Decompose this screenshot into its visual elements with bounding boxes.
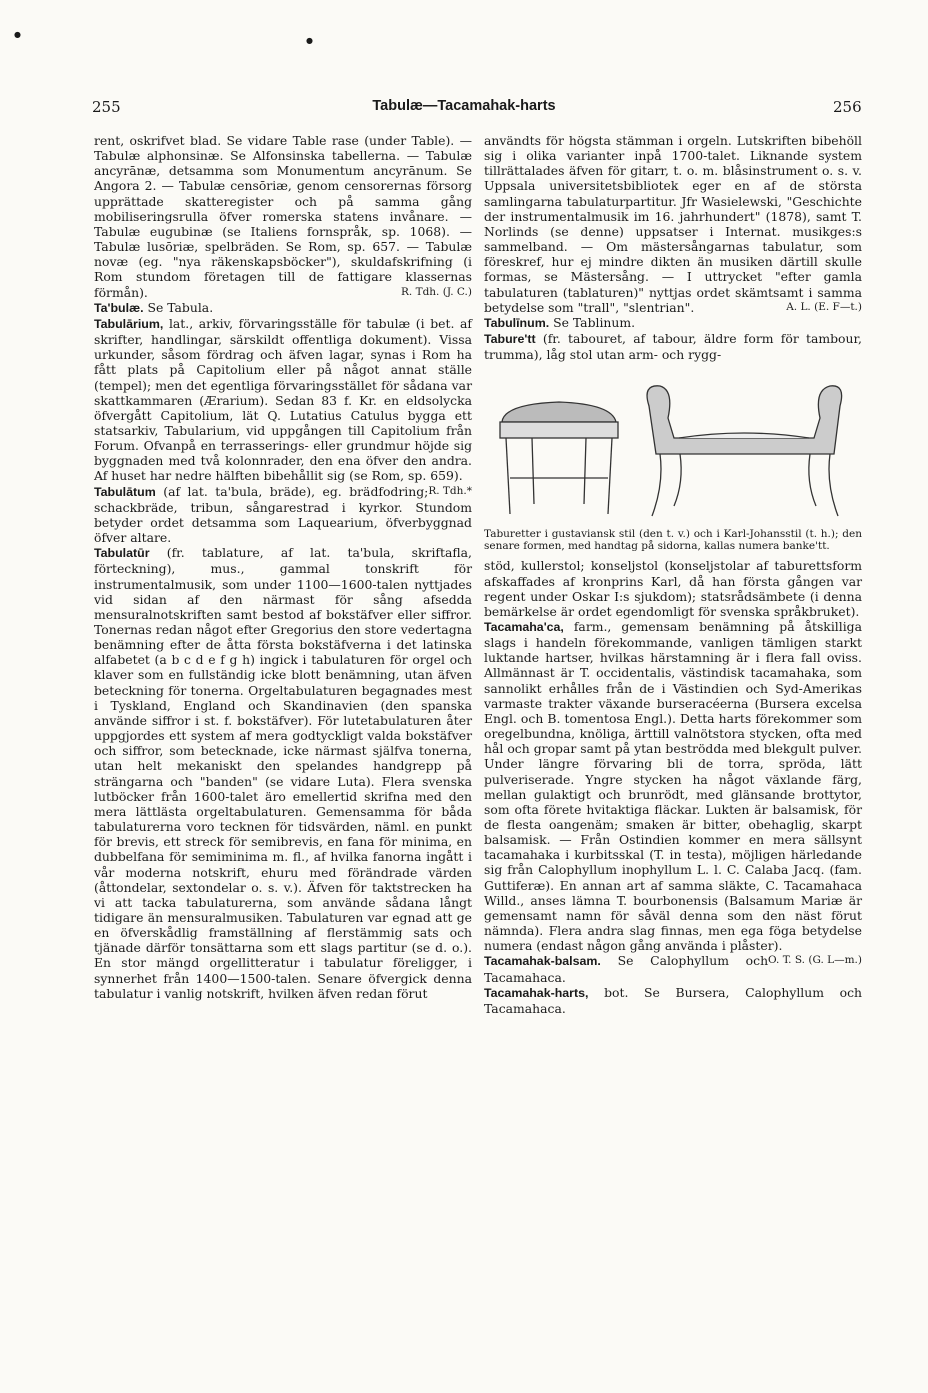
headword: Tabulātum — [94, 484, 156, 499]
entry-taburett — [484, 331, 862, 362]
entry-taburett-cont — [484, 558, 862, 619]
entry-text: lat., arkiv, förvaringsställe för tabulæ (i bet. af skrifter, handlingar, särskildt offentliga dokument). Vissa urkunder, såsom fördrag och äfven lagar, synas i Rom ha fått plats på Capitolium eller på något annat ställe (tempel); men det egentliga förvaringsstället för sådana var skattkammaren (Ærarium). Sedan 83 f. Kr. en eldsolycka öfvergått Capitolium, lät Q. Lutatius Catulus bygga ett statsarkiv, Tabularium, vid uppgången till Capitolium från Forum. Ofvanpå en terrasserings- eller grundmur höjde sig byggnaden med två kolonnrader, den ena öfver den andra. Af huset har nedre hälften bibehållit sig (se Rom, sp. 659). — [94, 315, 472, 484]
entry-tabulae — [94, 133, 472, 300]
entry-tabulatur-cont — [484, 133, 862, 315]
entry-text: (fr. tabouret, af tabour, äldre form för tambour, trumma), låg stol utan arm- och rygg- — [484, 331, 862, 363]
headword: Tabulārium, — [94, 316, 164, 331]
entry-text: användts för högsta stämman i orgeln. Lutskriften bibehöll sig i olika varianter inpå 1700-talet. Liknande system tillrättalades äfven för gitarr, t. o. m. blåsinstrument o. s. v. Uppsala universitetsbibliotek eger en af de största samlingarna tabulaturpartitur. Jfr Wasielewski, "Geschichte der instrumentalmusik im 16. jahrhundert" (1878), samt T. Norlinds (se denne) uppsatser i Internat. musikges:s sammelband. — Om mästersångarnas tabulatur, som föreskref, hur ej mindre dikten än musiken därtill skulle formas, se Mästersång. — I uttrycket "efter gamla tabulaturen (tablaturen)" nyttjas ordet skämtsamt i samma betydelse som "trall", "slentrian". — [484, 133, 862, 315]
entry-text: Se Tablinum. — [553, 314, 636, 330]
column-left — [94, 133, 472, 1001]
speck-mark: ● — [14, 30, 21, 39]
entry-text: Se Tabula. — [147, 299, 214, 315]
entry-text: (af lat. ta'bula, bräde), eg. brädfodring; schackbräde, tribun, sångarestrad i kyrkor. Stundom betyder ordet detsamma som Laquearium, öfverbyggnad öfver altare. — [94, 483, 472, 546]
headword: Ta'bulæ. — [94, 300, 144, 315]
entry-tabulatur — [94, 545, 472, 1001]
headword: Tacamahak-balsam. — [484, 954, 601, 969]
entry-tabulae-ref — [94, 300, 472, 316]
entry-text: farm., gemensam benämning på åtskilliga slags i handeln förekommande, vanligen tämligen starkt luktande hartser, hvilkas härstamning är i flera fall oviss. Allmännast är T. occidentalis, västindisk tacamahaka, som sannolikt erhålles från de i Västindien och Syd-Amerikas varmaste trakter växande burseracéerna (Bursera excelsa Engl. och B. tomentosa Engl.). Detta harts förekommer som oregelbundna, knöliga, ärttill valnötstora stycken, ofta med hål och gropar samt på ytan beströdda med blekgult pulver. Under längre förvaring bli de torra, spröda, lätt pulveriserade. Yngre stycken ha något växlande färg, mellan gulaktigt och brunrödt, med glänsande brottytor, som ofta förete hvitaktiga fläckar. Lukten är balsamisk, för de flesta oangenäm; smaken är bitter, obehaglig, skarpt balsamisk. — Från Ostindien kommer en mera sällsynt tacamahaka i kurbitsskal (T. in testa), möjligen härledande sig från Calophyllum inophyllum L. l. C. Calaba Jacq. (fam. Guttiferæ). En annan art af samma släkte, C. Tacamahaca Willd., anses lämna T. bourbonensis (Balsamum Mariæ är gemensamt namn för såväl denna som den näst förut nämnda). Flera andra slag finnas, men ega föga betydelse numera (endast någon gång använda i plåster). — [484, 618, 862, 954]
karl-johan-stool-image — [647, 386, 842, 516]
signature: R. Tdh. (J. C.) — [400, 285, 472, 298]
entry-text: (fr. tablature, af lat. ta'bula, skriftafla, förteckning), mus., gammal tonskrift för instrumentalmusik, som under 1100—1600-talen nyttjades vid sidan af den närmast för sång afsedda mensuralnotskriften samt bestod af bokstäfver eller siffror. Tonernas redan något efter Gregorius den store vedertagna benämning efter de åtta första bokstäfverna i det latinska alfabetet (a b c d e f g h) ingick i tabulaturen för orgel och klaver som en fullständig icke blott benämning, utan äfven beteckning för tonerna. Orgeltabulaturen begagnades mest i Tyskland, England och Skandinavien (den spanska använde siffror i st. f. bokstäfver). För lutetabulaturen åter uppgjordes ett system af mera godtyckligt valda bokstäfver och siffror, som betecknade, icke närmast själfva tonerna, utan helt mekaniskt den spelandes handgrepp på strängarna och "banden" (se vidare Luta). Flera svenska lutböcker från 1600-talet äro emellertid skrifna med den mera lättlästa orgeltabulaturen. Gemensamma för båda tabulaturerna voro tecknen för tidsvärden, näml. en punkt för brevis, ett streck för semibrevis, en fana för minima, en dubbelfana för semiminima m. fl., af hvilka fanorna ingått i vår moderna notskrift, ehuru med förändrade värden (åttondelar, sextondelar o. s. v.). Äfven för taktstrecken ha vi att tacka tabulaturerna, som använde sådana långt tidigare än mensuralmusiken. Tabulaturen var egnad att ge en öfverskådlig framställning af flerstämmig sats och tjänade därför tonsättarna som ett slags partitur (se d. o.). En stor mängd orgellitteratur i tabulatur föreligger, i synnerhet från 1400—1500-talen. Senare öfvergick denna tabulatur i vanlig notskrift, hvilken äfven redan förut — [94, 545, 472, 1001]
signature: A. L. (E. F—t.) — [786, 300, 862, 313]
entry-text: bot. Se Bursera, Calophyllum och Tacamahaca. — [484, 984, 862, 1016]
headword: Tabulīnum. — [484, 315, 550, 330]
headword: Tacamaha'ca, — [484, 619, 564, 634]
figure-taburetter — [484, 374, 862, 552]
entry-tacamahak-harts — [484, 985, 862, 1016]
signature: R. Tdh.* — [428, 484, 472, 497]
headword: Tacamahak-harts, — [484, 985, 589, 1000]
column-right — [484, 133, 862, 1016]
entry-tabulatum — [94, 484, 472, 546]
page-number-right: 256 — [833, 98, 862, 116]
signature: O. T. S. (G. L—m.) — [768, 954, 862, 967]
headword: Tabulatūr — [94, 546, 150, 561]
figure-caption: Taburetter i gustaviansk stil (den t. v.) och i Karl-Johansstil (t. h.); den senare formen, med handtag på sidorna, kallas numera banke'tt. — [484, 528, 862, 553]
running-title: Tabulæ—Tacamahak-harts — [372, 98, 556, 114]
entry-text: Se Calophyllum och Tacamahaca. — [484, 953, 769, 985]
entry-text: rent, oskrifvet blad. Se vidare Table rase (under Table). — Tabulæ alphonsinæ. Se Alfonsinska tabellerna. — Tabulæ ancyrānæ, detsamma som Monumentum ancyrānum. Se Angora 2. — Tabulæ censōriæ, genom censorernas försorg upprättade skatteregister och på samma gång mobiliseringsrulla öfver romerska statens invånare. — Tabulæ eugubinæ (se Italiens fornspråk, sp. 1068). — Tabulæ lusōriæ, spelbräden. Se Rom, sp. 657. — Tabulæ novæ (eg. "nya räkenskapsböcker"), skuldafskrifning (i Rom stundom företagen till de fattigare klassernas förmån). — [94, 133, 472, 300]
entry-tabulinum — [484, 315, 862, 331]
entry-text: stöd, kullerstol; konseljstol (konseljstolar af taburettsform afskaffades af kronprins Karl, då han första gången var regent under Oskar I:s sjukdom); statsrådsämbete (i denna bemärkelse är ordet egendomligt för svenska språkbruket). — [484, 558, 862, 619]
speck-mark: ● — [306, 36, 313, 45]
stools-illustration — [484, 374, 862, 524]
page-number-left: 255 — [92, 98, 121, 116]
headword: Tabure'tt — [484, 332, 536, 347]
gustavian-stool-image — [500, 402, 618, 514]
